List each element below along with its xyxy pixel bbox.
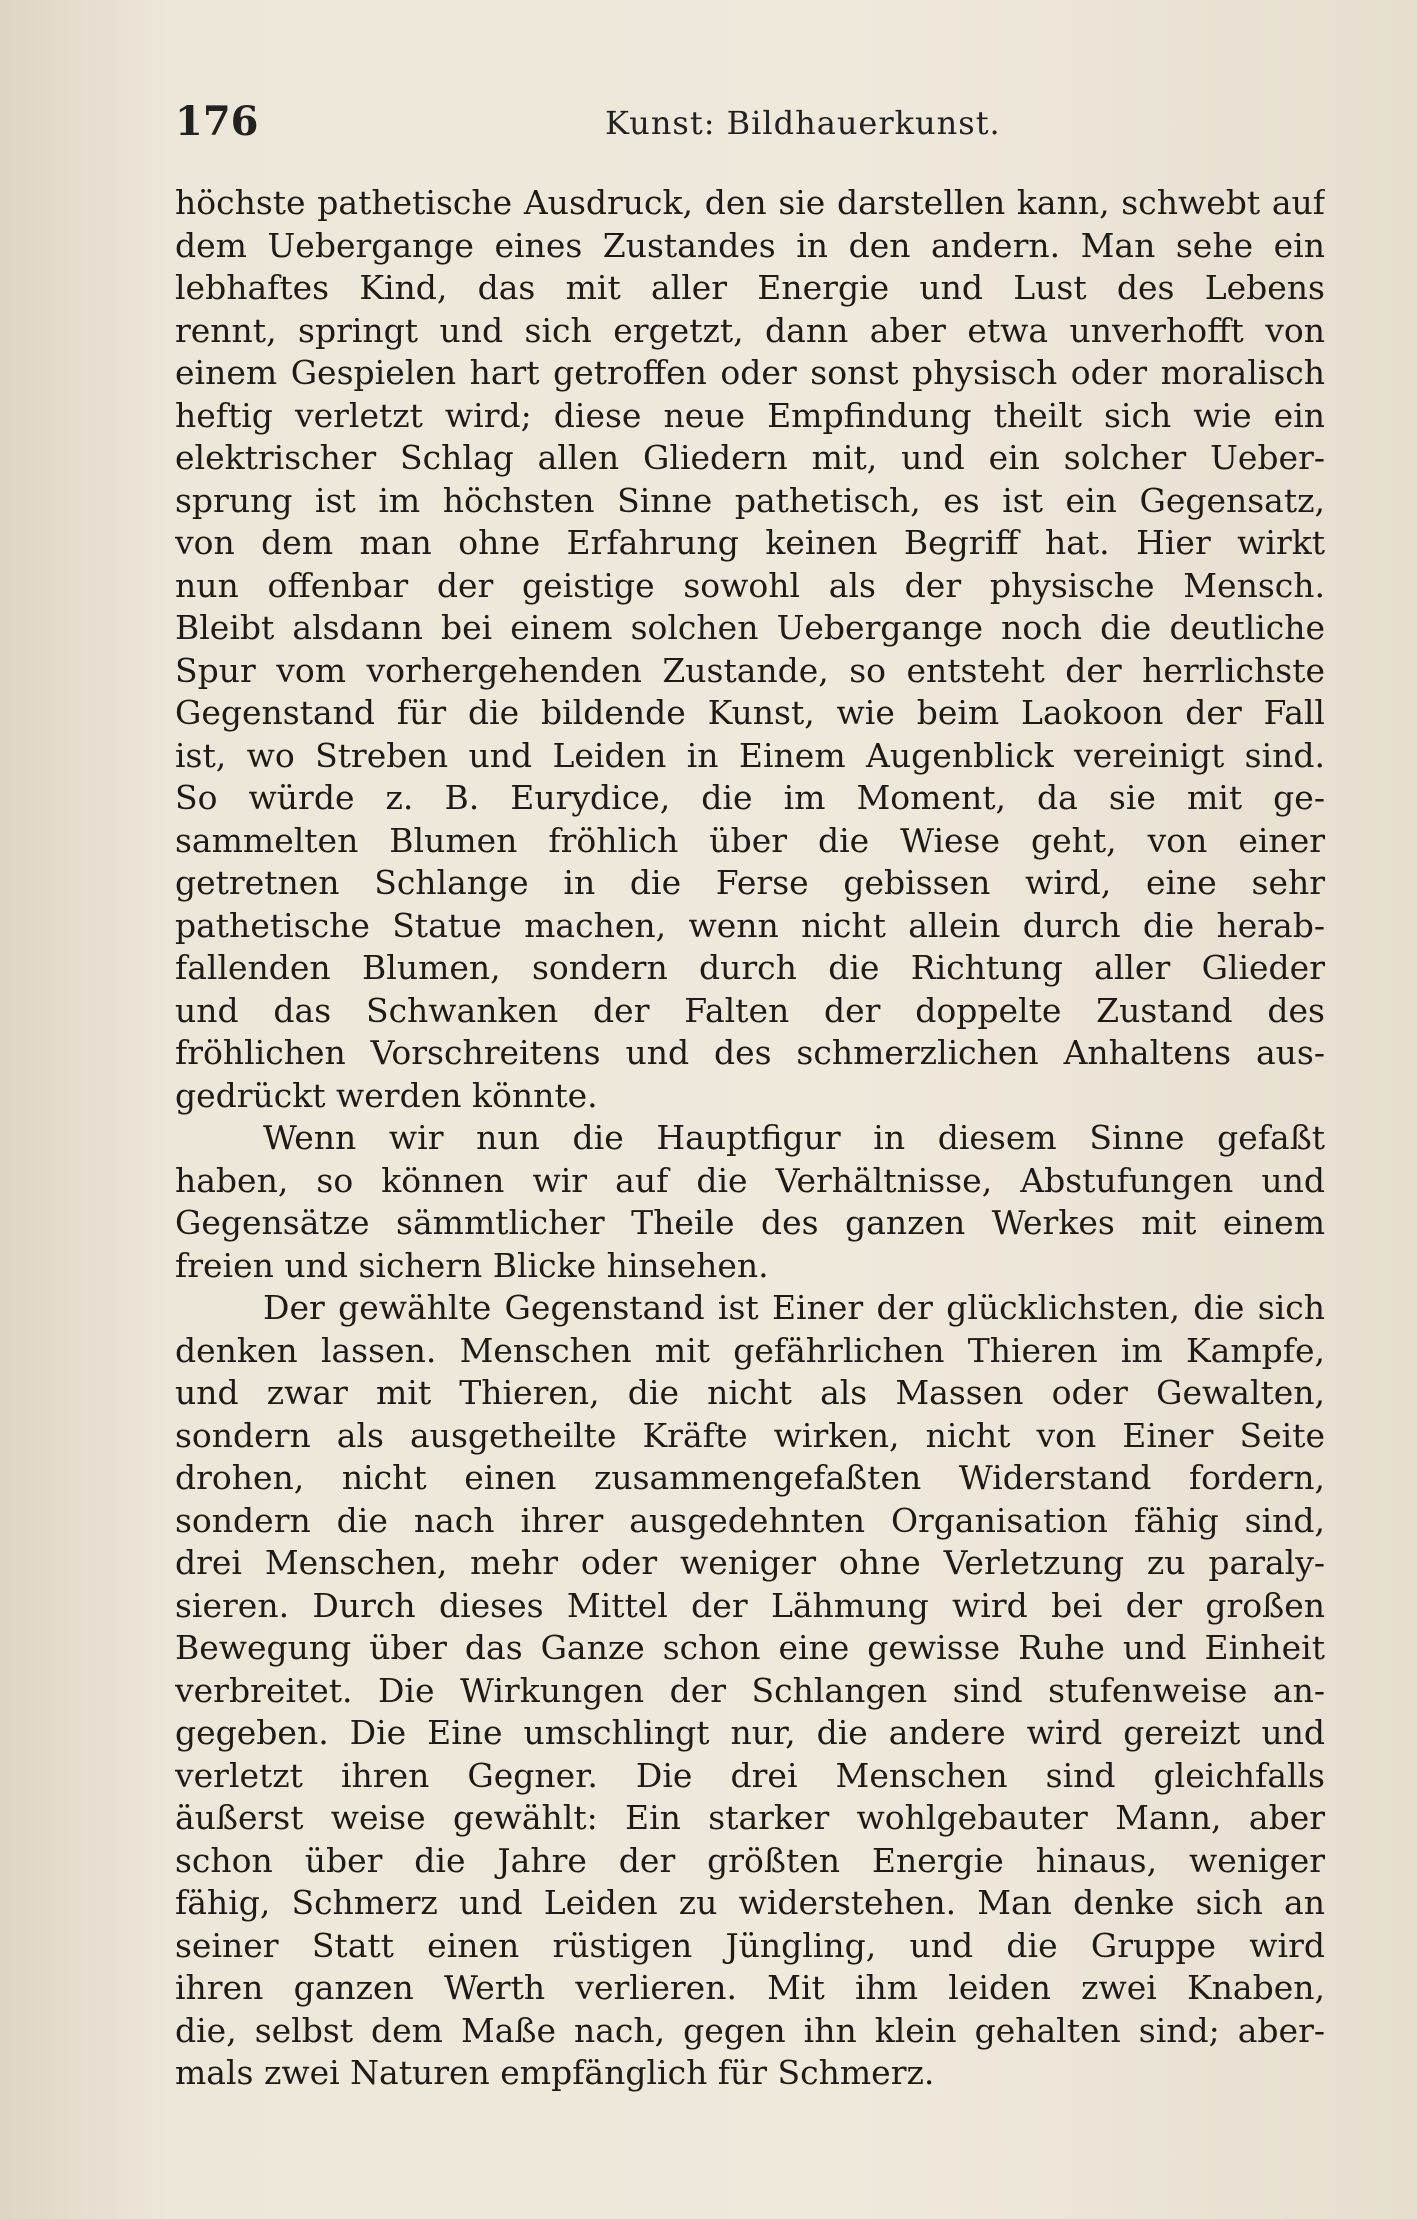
paragraph-start-line: Wenn wir nun die Hauptfigur in diesem Sinne gefaßt — [263, 1118, 1325, 1157]
text-line: drohen, nicht einen zusammengefaßten Widerstand fordern, — [175, 1458, 1325, 1497]
text-line: Spur vom vorhergehenden Zustande, so entsteht der herrlichste — [175, 650, 1325, 690]
text-line: heftig verletzt wird; diese neue Empfindung theilt sich wie ein — [175, 395, 1325, 435]
paragraph-end-line: mals zwei Naturen empfänglich für Schmerz. — [175, 2053, 935, 2092]
text-line: fröhlichen Vorschreitens und des schmerzlichen Anhaltens aus- — [175, 1033, 1325, 1072]
text-line: nun offenbar der geistige sowohl als der physische Mensch. — [175, 565, 1325, 605]
text-line: äußerst weise gewählt: Ein starker wohlgebauter Mann, aber — [175, 1798, 1325, 1837]
paragraph-start-line: Der gewählte Gegenstand ist Einer der glücklichsten, die sich — [263, 1288, 1325, 1327]
text-line: fähig, Schmerz und Leiden zu widerstehen. Man denke sich an — [175, 1883, 1325, 1922]
text-line: und das Schwanken der Falten der doppelte Zustand des — [175, 990, 1325, 1030]
text-line: dem Uebergange eines Zustandes in den andern. Man sehe ein — [175, 225, 1325, 265]
text-line: höchste pathetische Ausdruck, den sie darstellen kann, schwebt auf — [175, 183, 1325, 222]
paragraph-end-line: gedrückt werden könnte. — [175, 1075, 598, 1115]
page-number: 176 — [175, 98, 259, 145]
text-line: sieren. Durch dieses Mittel der Lähmung wird bei der großen — [175, 1585, 1325, 1625]
text-line: die, selbst dem Maße nach, gegen ihn klein gehalten sind; aber- — [175, 2010, 1325, 2050]
text-line: fallenden Blumen, sondern durch die Richtung aller Glieder — [175, 948, 1325, 987]
text-line: ist, wo Streben und Leiden in Einem Augenblick vereinigt sind. — [175, 735, 1325, 775]
text-line: und zwar mit Thieren, die nicht als Massen oder Gewalten, — [175, 1373, 1325, 1412]
text-line: haben, so können wir auf die Verhältnisse, Abstufungen und — [175, 1160, 1325, 1200]
text-line: sondern als ausgetheilte Kräfte wirken, nicht von Einer Seite — [175, 1415, 1325, 1455]
text-line: Gegenstand für die bildende Kunst, wie beim Laokoon der Fall — [175, 693, 1325, 732]
text-line: seiner Statt einen rüstigen Jüngling, und die Gruppe wird — [175, 1925, 1325, 1965]
text-line: pathetische Statue machen, wenn nicht allein durch die herab- — [175, 905, 1325, 945]
text-line: So würde z. B. Eurydice, die im Moment, da sie mit ge- — [175, 778, 1325, 817]
page-header — [175, 98, 1325, 158]
text-line: getretnen Schlange in die Ferse gebissen wird, eine sehr — [175, 863, 1325, 902]
text-line: sprung ist im höchsten Sinne pathetisch, es ist ein Gegensatz, — [175, 480, 1325, 520]
text-line: Bewegung über das Ganze schon eine gewisse Ruhe und Einheit — [175, 1628, 1325, 1667]
text-line: rennt, springt und sich ergetzt, dann aber etwa unverhofft von — [175, 310, 1325, 350]
paragraph-end-line: freien und sichern Blicke hinsehen. — [175, 1245, 769, 1285]
text-line: Bleibt alsdann bei einem solchen Uebergange noch die deutliche — [175, 608, 1325, 647]
text-line: verbreitet. Die Wirkungen der Schlangen sind stufenweise an- — [175, 1670, 1325, 1710]
text-line: verletzt ihren Gegner. Die drei Menschen sind gleichfalls — [175, 1755, 1325, 1795]
body-text — [175, 182, 1325, 2095]
text-line: sammelten Blumen fröhlich über die Wiese geht, von einer — [175, 820, 1325, 860]
text-line: drei Menschen, mehr oder weniger ohne Verletzung zu paraly- — [175, 1543, 1325, 1582]
text-line: Gegensätze sämmtlicher Theile des ganzen Werkes mit einem — [175, 1203, 1325, 1242]
text-line: von dem man ohne Erfahrung keinen Begriff hat. Hier wirkt — [175, 523, 1325, 562]
text-line: denken lassen. Menschen mit gefährlichen Thieren im Kampfe, — [175, 1330, 1325, 1370]
text-line: ihren ganzen Werth verlieren. Mit ihm leiden zwei Knaben, — [175, 1968, 1325, 2007]
text-line: gegeben. Die Eine umschlingt nur, die andere wird gereizt und — [175, 1713, 1325, 1752]
text-line: einem Gespielen hart getroffen oder sonst physisch oder moralisch — [175, 353, 1325, 392]
text-line: sondern die nach ihrer ausgedehnten Organisation fähig sind, — [175, 1500, 1325, 1540]
text-line: lebhaftes Kind, das mit aller Energie und Lust des Lebens — [175, 268, 1325, 307]
text-line: schon über die Jahre der größten Energie hinaus, weniger — [175, 1840, 1325, 1880]
text-line: elektrischer Schlag allen Gliedern mit, und ein solcher Ueber- — [175, 438, 1325, 477]
running-head: Kunst: Bildhauerkunst. — [605, 104, 1001, 142]
